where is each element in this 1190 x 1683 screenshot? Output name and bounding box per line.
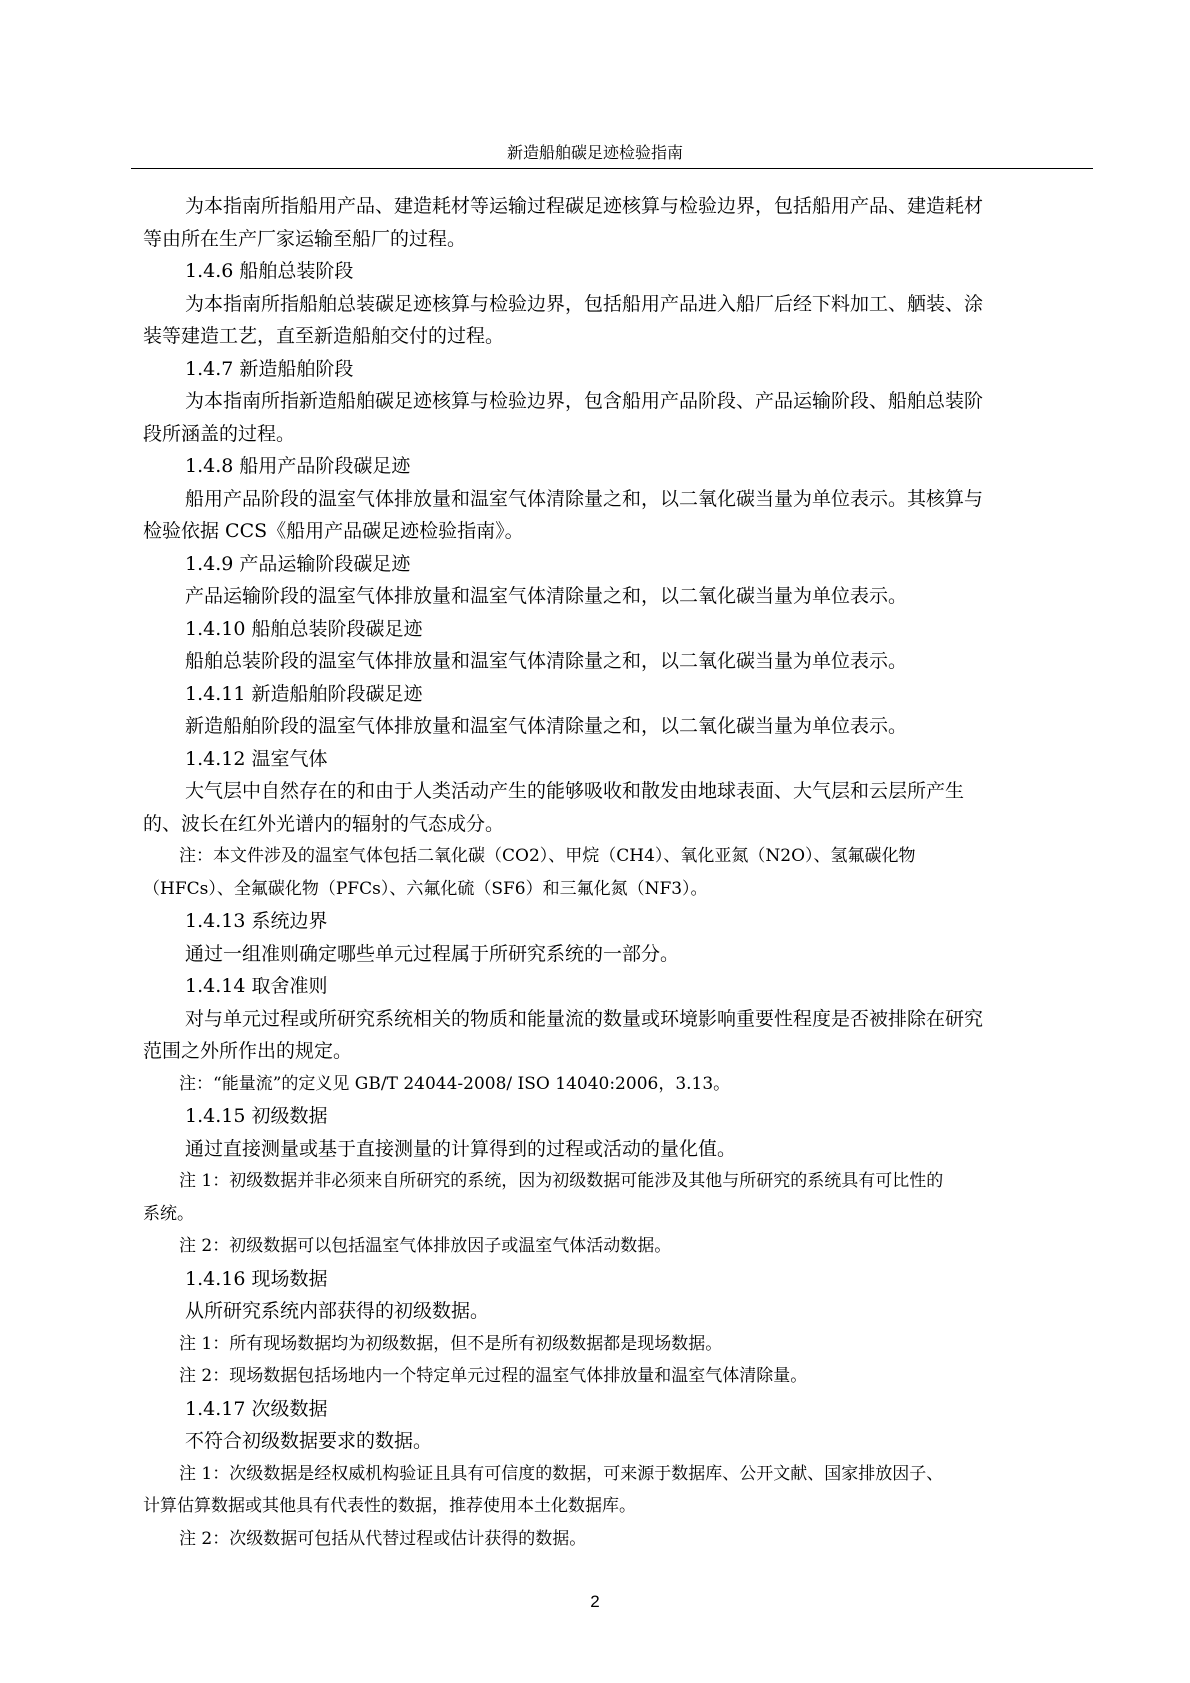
section-heading: 1.4.10 船舶总装阶段碳足迹 [185,617,423,640]
paragraph-line: 通过直接测量或基于直接测量的计算得到的过程或活动的量化值。 [185,1137,737,1160]
paragraph-line: 检验依据 CCS《船用产品碳足迹检验指南》。 [143,520,524,542]
header-rule [131,168,1093,169]
note-line: 注：本文件涉及的温室气体包括二氧化碳（CO2）、甲烷（CH4）、氧化亚氮（N2O）、氢氟碳化物 [179,846,916,866]
section-heading: 1.4.6 船舶总装阶段 [185,260,354,282]
section-heading: 1.4.15 初级数据 [185,1105,328,1127]
paragraph-line: 通过一组准则确定哪些单元过程属于所研究系统的一部分。 [185,942,680,965]
paragraph-line: 装等建造工艺，直至新造船舶交付的过程。 [143,325,505,347]
paragraph-line: 大气层中自然存在的和由于人类活动产生的能够吸收和散发由地球表面、大气层和云层所产生 [185,780,965,802]
paragraph-line: 船舶总装阶段的温室气体排放量和温室气体清除量之和，以二氧化碳当量为单位表示。 [185,650,908,672]
note-line: 注 1：初级数据并非必须来自所研究的系统，因为初级数据可能涉及其他与所研究的系统具有可比性的 [179,1171,944,1191]
section-heading: 1.4.11 新造船舶阶段碳足迹 [185,682,423,705]
paragraph-line: 产品运输阶段的温室气体排放量和温室气体清除量之和，以二氧化碳当量为单位表示。 [185,585,908,607]
note-line: 系统。 [143,1203,194,1224]
page-number: 2 [590,1592,600,1611]
paragraph-line: 范围之外所作出的规定。 [143,1040,353,1062]
section-heading: 1.4.9 产品运输阶段碳足迹 [185,552,411,575]
paragraph-line: 船用产品阶段的温室气体排放量和温室气体清除量之和，以二氧化碳当量为单位表示。其核算与 [185,487,984,510]
section-heading: 1.4.17 次级数据 [185,1397,328,1420]
section-heading: 1.4.12 温室气体 [185,747,328,770]
section-heading: 1.4.14 取舍准则 [185,975,328,997]
note-line: 计算估算数据或其他具有代表性的数据，推荐使用本土化数据库。 [143,1496,636,1516]
section-heading: 1.4.7 新造船舶阶段 [185,357,354,380]
paragraph-line: 对与单元过程或所研究系统相关的物质和能量流的数量或环境影响重要性程度是否被排除在研究 [185,1007,984,1030]
note-line: 注 1：次级数据是经权威机构验证且具有可信度的数据，可来源于数据库、公开文献、国家排放因子、 [179,1463,944,1484]
header-title: 新造船舶碳足迹检验指南 [506,143,683,162]
paragraph-line: 为本指南所指新造船舶碳足迹核算与检验边界，包含船用产品阶段、产品运输阶段、船舶总装阶 [185,390,984,412]
section-heading: 1.4.8 船用产品阶段碳足迹 [185,455,411,477]
paragraph-line: 段所涵盖的过程。 [143,422,296,445]
paragraph-line: 不符合初级数据要求的数据。 [185,1430,433,1452]
paragraph-line: 的、波长在红外光谱内的辐射的气态成分。 [143,812,505,835]
section-heading: 1.4.13 系统边界 [185,910,328,932]
paragraph-line: 从所研究系统内部获得的初级数据。 [185,1300,490,1322]
note-line: （HFCs）、全氟碳化物（PFCs）、六氟化硫（SF6）和三氟化氮（NF3）。 [143,878,708,899]
note-line: 注：“能量流”的定义见 GB/T 24044-2008/ ISO 14040:2006，3.13。 [179,1073,731,1094]
paragraph-line: 为本指南所指船用产品、建造耗材等运输过程碳足迹核算与检验边界，包括船用产品、建造耗材 [185,195,984,217]
body-content [143,190,1073,1555]
note-line: 注 2：次级数据可包括从代替过程或估计获得的数据。 [179,1528,587,1549]
paragraph-line: 等由所在生产厂家运输至船厂的过程。 [143,227,467,250]
note-line: 注 1：所有现场数据均为初级数据，但不是所有初级数据都是现场数据。 [179,1333,723,1354]
note-line: 注 2：现场数据包括场地内一个特定单元过程的温室气体排放量和温室气体清除量。 [179,1366,808,1386]
section-heading: 1.4.16 现场数据 [185,1267,328,1290]
note-line: 注 2：初级数据可以包括温室气体排放因子或温室气体活动数据。 [179,1236,672,1256]
paragraph-line: 新造船舶阶段的温室气体排放量和温室气体清除量之和，以二氧化碳当量为单位表示。 [185,715,908,737]
paragraph-line: 为本指南所指船舶总装碳足迹核算与检验边界，包括船用产品进入船厂后经下料加工、舾装、涂 [185,292,984,315]
